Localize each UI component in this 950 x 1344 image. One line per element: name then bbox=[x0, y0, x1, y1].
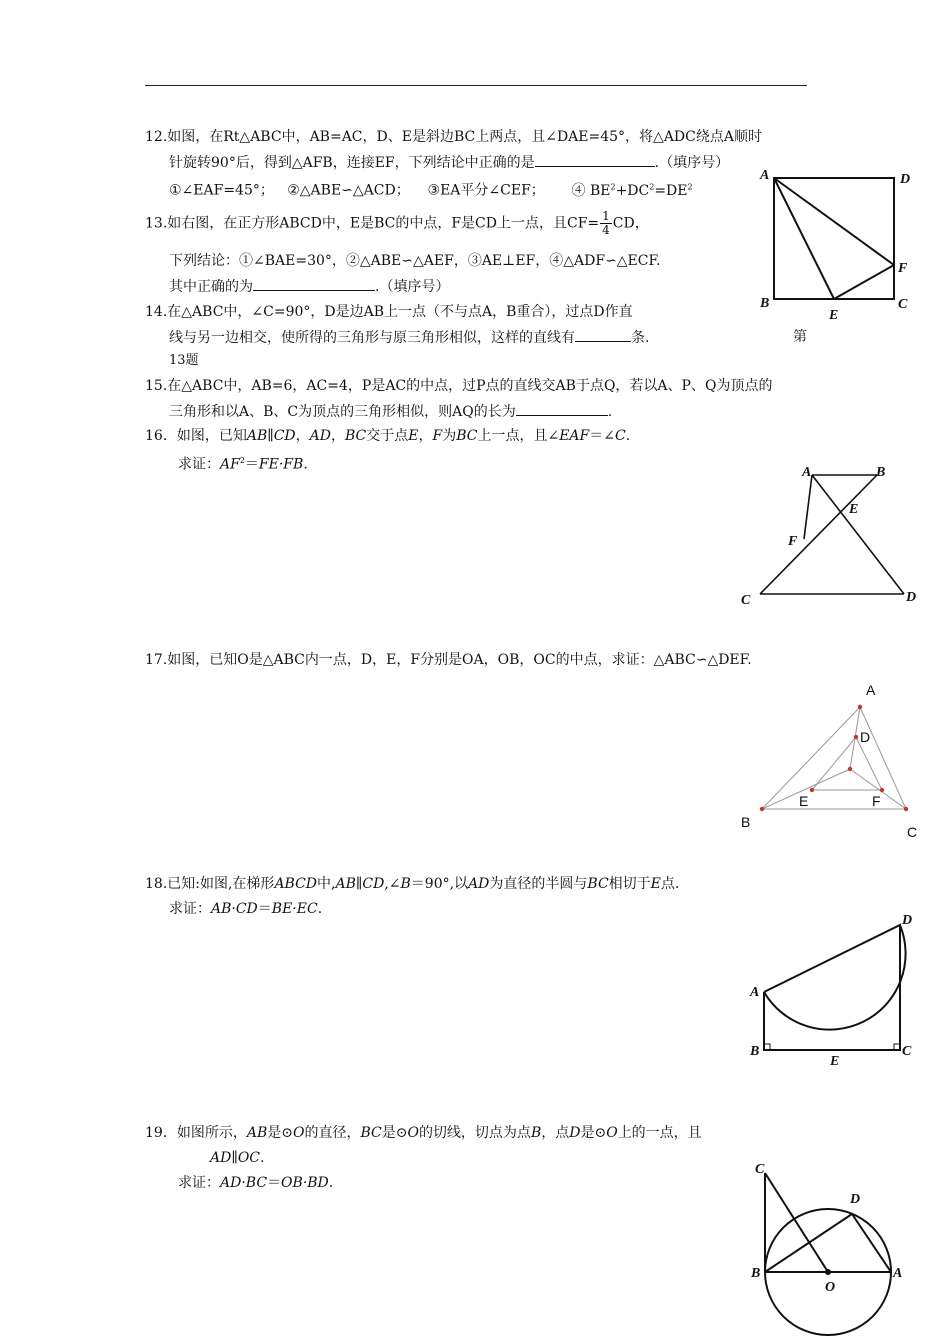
q17-point-b bbox=[760, 807, 764, 811]
q18-label-c: C bbox=[902, 1044, 912, 1059]
q14-line2: 线与另一边相交，使所得的三角形与原三角形相似，这样的直线有 条. bbox=[169, 327, 649, 348]
q19-center-dot bbox=[825, 1269, 831, 1275]
q18-prove: 求证：AB·CD＝BE·EC. bbox=[169, 901, 323, 917]
q17-line1: 17.如图，已知O是△ABC内一点，D，E，F分别是OA，OB，OC的中点，求证：△ABC∽△DEF. bbox=[145, 652, 752, 668]
q17-point-d bbox=[854, 735, 858, 739]
q12-options bbox=[169, 177, 693, 201]
q18-semicircle bbox=[764, 925, 906, 1030]
q12-option-1: ①∠EAF=45°； bbox=[169, 182, 274, 199]
q12-option-4: ④ $BE^2+DC^2=DE^2$ bbox=[571, 182, 693, 199]
q13-line1: 13.如右图，在正方形ABCD中，E是BC的中点，F是CD上一点，且CF= $\frac{1}{4}$ CD， bbox=[145, 209, 649, 237]
q13-segment-af bbox=[774, 178, 894, 265]
q19-label-c: C bbox=[755, 1162, 765, 1177]
q13-label-b: B bbox=[760, 296, 770, 311]
q12-line1: 12.如图，在Rt△ABC中，AB=AC，D、E是斜边BC上两点，且∠DAE=45°，将△ADC绕点A顺时 bbox=[145, 129, 762, 145]
q15-line2: 三角形和以A、B、C为顶点的三角形相似，则AQ的长为 . bbox=[169, 401, 612, 422]
q18-trapezoid bbox=[764, 925, 900, 1050]
q12-line2: 针旋转90°后，得到△AFB，连接EF，下列结论中正确的是 .（填序号） bbox=[169, 152, 729, 173]
q13-square-figure bbox=[760, 165, 920, 325]
header-rule bbox=[145, 85, 807, 86]
q16-label-b: B bbox=[876, 465, 886, 480]
q18-label-b: B bbox=[750, 1044, 760, 1059]
q17-label-f: F bbox=[872, 793, 881, 809]
q16-segment-bc bbox=[760, 475, 877, 594]
q19-prove: 求证：AD·BC＝OB·BD. bbox=[178, 1175, 334, 1191]
q19-figure bbox=[745, 1155, 935, 1344]
q13-line2: 下列结论：①∠BAE=30°，②△ABE∽△AEF，③AE⊥EF，④△ADF∽△ECF. bbox=[169, 253, 661, 269]
q16-label-c: C bbox=[741, 593, 751, 608]
q16-segment-af bbox=[804, 475, 812, 539]
q17-point-a bbox=[858, 705, 862, 709]
q18-label-d: D bbox=[902, 913, 913, 928]
q13-answer-blank[interactable] bbox=[253, 276, 375, 291]
q13-segment-ae bbox=[774, 178, 834, 299]
q16-line1: 16．如图，已知AB∥CD，AD，BC交于点E，F为BC上一点，且∠EAF＝∠C. bbox=[145, 428, 631, 444]
q12-option-2: ②△ABE∽△ACD； bbox=[287, 182, 410, 199]
q16-label-e: E bbox=[849, 502, 859, 517]
q13-caption-2: 13题 bbox=[169, 353, 199, 368]
q16-label-f: F bbox=[788, 534, 798, 549]
q13-line3: 其中正确的为 .（填序号） bbox=[169, 276, 449, 297]
q13-label-f: F bbox=[898, 261, 908, 276]
q19-label-d: D bbox=[850, 1192, 861, 1207]
q12-option-3: ③EA平分∠CEF； bbox=[427, 182, 545, 199]
q19-label-o: O bbox=[825, 1280, 836, 1295]
q18-label-e: E bbox=[830, 1054, 840, 1069]
q17-point-o bbox=[848, 767, 852, 771]
q13-fraction: $\frac{1}{4}$ bbox=[602, 209, 610, 237]
q19-line1: 19．如图所示，AB是⊙O的直径，BC是⊙O的切线，切点为点B，点D是⊙O上的一点，且 bbox=[145, 1125, 702, 1141]
q15-answer-blank[interactable] bbox=[516, 401, 608, 416]
q13-label-c: C bbox=[898, 297, 908, 312]
q18-label-a: A bbox=[750, 985, 760, 1000]
q19-line2: AD∥OC. bbox=[210, 1150, 265, 1166]
q17-point-c bbox=[904, 807, 908, 811]
q13-caption-1: 第 bbox=[793, 329, 807, 345]
q17-point-f bbox=[880, 788, 884, 792]
q19-segment-bd bbox=[765, 1214, 852, 1272]
q17-label-d: D bbox=[860, 729, 871, 745]
q16-prove: 求证：$AF^2=FE\cdot FB$. bbox=[178, 456, 308, 473]
q17-figure bbox=[735, 680, 925, 840]
q17-label-e: E bbox=[799, 793, 809, 809]
q14-answer-blank[interactable] bbox=[575, 327, 631, 342]
q17-label-c: C bbox=[907, 824, 918, 840]
q16-figure bbox=[735, 460, 925, 610]
q18-line1: 18.已知:如图,在梯形ABCD中,AB∥CD,∠B＝90°,以AD为直径的半圆与BC相切于E点. bbox=[145, 876, 680, 892]
q17-label-b: B bbox=[741, 814, 751, 830]
q17-triangle-def bbox=[812, 737, 882, 790]
q19-segment-ad bbox=[852, 1214, 891, 1272]
q16-label-d: D bbox=[906, 590, 917, 605]
q19-segment-oc bbox=[765, 1173, 828, 1272]
q12-answer-blank[interactable] bbox=[535, 152, 655, 167]
q13-square bbox=[774, 178, 894, 299]
q18-figure bbox=[740, 905, 930, 1075]
q13-label-d: D bbox=[900, 172, 911, 187]
q13-label-a: A bbox=[760, 168, 770, 183]
q16-segment-ad bbox=[812, 475, 904, 594]
q19-label-b: B bbox=[751, 1266, 761, 1281]
q19-label-a: A bbox=[893, 1266, 903, 1281]
q14-line1: 14.在△ABC中，∠C=90°，D是边AB上一点（不与点A，B重合），过点D作直 bbox=[145, 304, 633, 320]
q15-line1: 15.在△ABC中，AB=6，AC=4，P是AC的中点，过P点的直线交AB于点Q，若以A、P、Q为顶点的 bbox=[145, 378, 773, 394]
q13-segment-ef bbox=[834, 265, 894, 299]
q16-label-a: A bbox=[802, 465, 812, 480]
q17-label-a: A bbox=[866, 682, 876, 698]
q13-label-e: E bbox=[829, 308, 839, 323]
q17-point-e bbox=[810, 788, 814, 792]
